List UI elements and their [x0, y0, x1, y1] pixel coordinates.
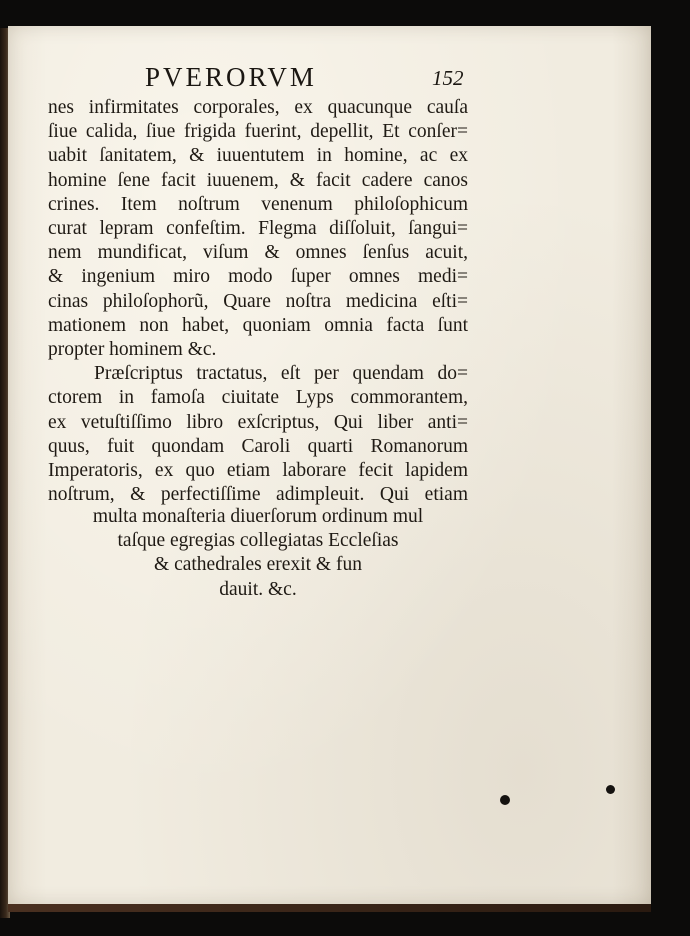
worm-hole	[606, 785, 615, 794]
colophon	[48, 505, 468, 602]
text-line: mationem non habet, quoniam omnia facta ſunt	[48, 314, 468, 336]
text-line: nes infirmitates corporales, ex quacunque cauſa	[48, 97, 468, 118]
text-line: nem mundificat, viſum & omnes ſenſus acuit,	[48, 242, 468, 264]
text-line: Præſcriptus tractatus, eſt per quendam do=	[94, 363, 468, 385]
colophon-line: & cathedrales erexit & fun	[154, 554, 362, 576]
text-line: ſiue calida, ſiue frigida fuerint, depellit, Et conſer=	[48, 121, 468, 143]
text-line: Imperatoris, ex quo etiam laborare fecit lapidem	[48, 460, 468, 482]
text-line: noſtrum, & perfectiſſime adimpleuit. Qui etiam	[48, 484, 468, 506]
body-text	[48, 96, 468, 507]
text-line: propter hominem &c.	[48, 339, 217, 361]
running-head: PVERORVM	[145, 62, 317, 92]
text-line: & ingenium miro modo ſuper omnes medi=	[48, 266, 468, 288]
text-line: crines. Item noſtrum venenum philoſophicum	[48, 193, 468, 215]
text-line: cinas philoſophorũ, Quare noſtra medicina eſti=	[48, 290, 468, 312]
text-line: uabit ſanitatem, & iuuentutem in homine, ac ex	[48, 145, 468, 167]
colophon-line: taſque egregias collegiatas Eccleſias	[117, 530, 399, 552]
text-line: curat lepram confeſtim. Flegma diſſoluit, ſangui=	[48, 218, 468, 240]
colophon-line: dauit. &c.	[219, 578, 297, 600]
text-line: homine ſene facit iuuenem, & facit cadere canos	[48, 169, 468, 191]
worm-hole	[500, 795, 510, 805]
text-line: ex vetuſtiſſimo libro exſcriptus, Qui liber anti=	[48, 411, 468, 433]
colophon-line: multa monaſteria diuerſorum ordinum mul	[92, 506, 424, 527]
page-bottom-edge	[8, 904, 651, 912]
text-line: quus, fuit quondam Caroli quarti Romanorum	[48, 435, 468, 457]
text-line: ctorem in famoſa ciuitate Lyps commorantem,	[48, 387, 468, 409]
page-number: 152	[432, 66, 464, 90]
